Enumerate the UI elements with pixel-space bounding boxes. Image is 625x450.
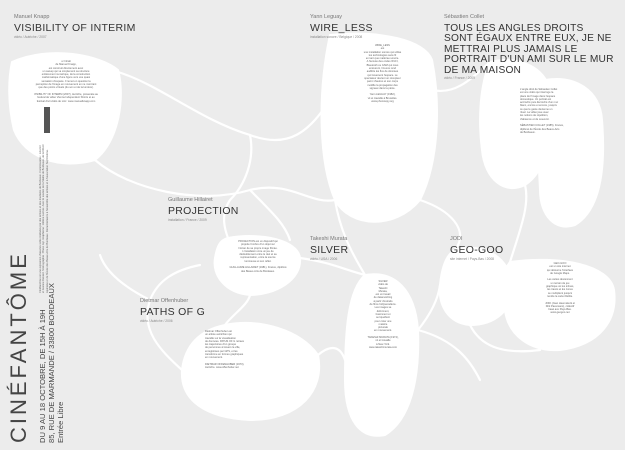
credits-text: Cinéfantôme est une exposition d'œuvres vidéo réalisées par des artistes et des étudiants de Bordeaux. Commissaires : Lola Hil et Jeanne Renard. Scénographie : Bruno Gyl. Graphisme : Hélène Lacroix. Avec le soutien de la Mairie de Bordeaux, de la DRAC Aquitaine et de l'École des Beaux-Arts de Bordeaux. Remerciements à l'ensemble des artistes et à l'association Sup'Cinéma. (39, 144, 49, 293)
section-wire-less (310, 14, 430, 39)
section-angles (444, 14, 614, 80)
section-silver (310, 236, 420, 261)
artist-name: Guillaume Hillairet (168, 197, 213, 203)
section-paths-of-g (140, 298, 250, 323)
sidebar-info (6, 13, 86, 443)
work-meta: installation sonore / Belgique / 2008 (310, 35, 363, 39)
work-title: PATHS OF G (140, 306, 206, 318)
event-info (38, 283, 65, 443)
artist-name: Yann Leguay (310, 14, 343, 20)
artist-name: Dietmar Offenhuber (140, 298, 189, 304)
partner-logos (44, 107, 50, 133)
work-description: GEO-GOO est un site internet qui détourne l'interface de Google Maps. Les cartes deviennent un terrain de jeu graphique où les icônes, les tracés et les zones se multiplient jusqu'à rendre la carte illisible. JODI (Joan Heemskerk et Dirk Paesmans), collectif basé aux Pays-Bas. www.geogoo.net (545, 262, 575, 315)
work-description: SILVER vidéo de Takeshi Murata, est un travail de datamoshing à partir d'extraits de films hollywoodiens. Les images se déforment, fusionnent et se liquéfient pour créer une matière picturale en mouvement. TAKESHI MURATA (1974), vit et travaille à New York. www.takeshimurata.com (367, 280, 399, 349)
section-geo-goo (450, 236, 560, 261)
work-title: TOUS LES ANGLES DROITS SONT ÉGAUX ENTRE EUX, JE NE METTRAI PLUS JAMAIS LE PORTRAIT D'UN AMI SUR LE MUR DE MA MAISON (444, 23, 614, 76)
event-dates: DU 9 AU 18 OCTOBRE, DE 15H À 19H (38, 309, 47, 443)
event-entry: Entrée Libre (56, 401, 65, 443)
artist-name: JODI (450, 236, 463, 242)
exhibition-title: CINÉFANTÔME (6, 251, 31, 443)
artist-name: Manuel Knapp (14, 14, 50, 20)
work-meta: vidéo / USA / 2006 (310, 257, 338, 261)
work-meta: installation / France / 2009 (168, 218, 207, 222)
work-title: GEO-GOO (450, 244, 504, 256)
work-meta: vidéo / France / 2009 (444, 76, 475, 81)
work-description: PROJECTION est un dispositif qui projette l'ombre d'un objet sur l'écran de sa propre image filmée. L'installation crée un jeu de dédoublement entre le réel et sa représentation, entre la source lumineuse et son reflet. GUILLAUME HILLAIRET (1981), France, diplômé des Beaux-Arts de Bordeaux. (229, 240, 287, 273)
work-description: L'angle droit de Sébastien Collet est une vidéo qui interroge la place de l'image dans l'espace domestique. Un portrait est accroché puis décroché d'un mur blanc, encore et encore, jusqu'à ce que le geste devienne un rituel. La vidéo joue avec les notions de répétition, d'absence et de souvenir. SÉBASTIEN COLLET (1985), France, diplômé de l'École des Beaux-Arts de Bordeaux. (520, 88, 564, 134)
work-title: VISIBILITY OF INTERIM (14, 22, 136, 34)
event-address: 85, RUE DE MARMANDE / 33800 BORDEAUX (47, 283, 56, 443)
section-projection (168, 197, 298, 222)
artist-name: Sébastien Collet (444, 14, 485, 20)
work-description: WIRE_LESS est une installation sonore qui utilise les technologies sans fil en tant que matériau sonore. A l'écoute des ondes WI-FI, Bluetooth ou GSM qui nous entourent, l'œuvre rend audible les flux de données qui traversent l'espace. Le spectateur devient un récepteur parmi d'autres et son corps modifie la propagation des signaux dans la pièce. Yann LEGUAY (1982), vit et travaille à Bruxelles. www.phonotopy.org (363, 44, 402, 104)
work-meta: vidéo / Autriche / 2006 (140, 319, 173, 323)
work-meta: site internet / Pays-Bas / 2008 (450, 257, 494, 261)
work-title: PROJECTION (168, 205, 239, 217)
work-title: SILVER (310, 244, 349, 256)
work-title: WIRE_LESS (310, 22, 373, 34)
work-description: ur Inhalt de Manuel Knapp, est construit directement avec un sweep qui va simplement sa structure entièrement numérique, de la construction mathématique d'une figure vers une quasi sensation d'espace. Il remet en question la perception de l'image en mouvement en ne montrant que des points virtuels (du son et de la lumière). VISIBILITY OF INTERIM (2007), Autriche, présentée au festival de vidéo Vienna Independent Shorts et au festival d'art vidéo de Linz. www.manuelknapp.com (33, 60, 99, 103)
work-meta: vidéo / Autriche / 2007 (14, 35, 47, 39)
work-description: Dietmar Offenhuber est un artiste autrichien qui travaille sur la visualisation de données. PATHS OF G retrace les trajectoires d'un groupe de personnes à travers la ville, enregistrées par GPS, et les transforme en formes graphiques en mouvement. DIETMAR OFFENHUBER (1973), Autriche. www.offenhuber.net (205, 330, 245, 370)
artist-name: Takeshi Murata (310, 236, 348, 242)
